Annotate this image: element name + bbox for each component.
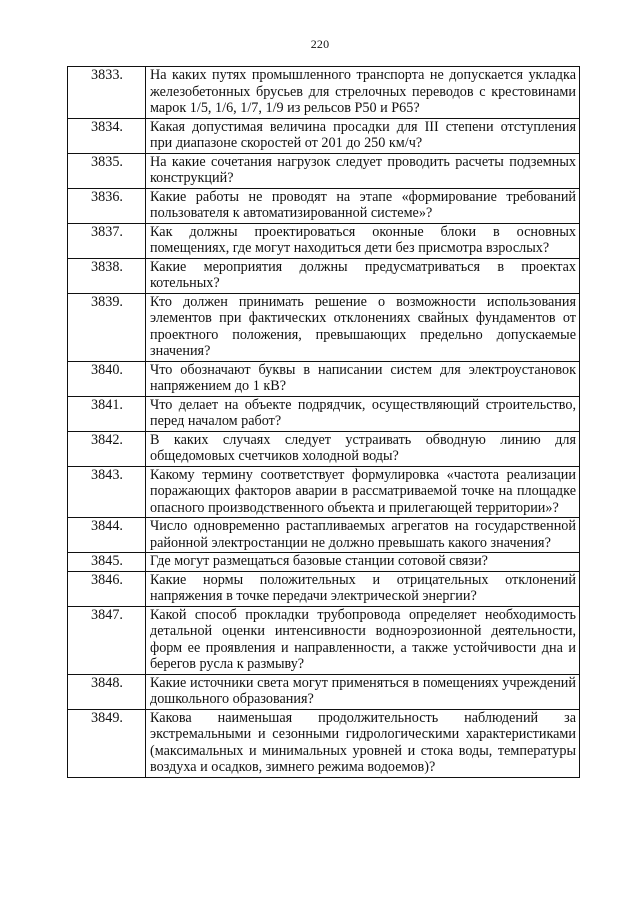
question-text: Кто должен принимать решение о возможности использования элементов при фактических отклонениях свайных фундаментов от проектного положения, превышающих предельно допускаемые значения? xyxy=(146,293,580,361)
question-row xyxy=(68,466,580,518)
question-number: 3847. xyxy=(68,606,146,674)
question-number: 3836. xyxy=(68,188,146,223)
question-text: Число одновременно растапливаемых агрегатов на государственной районной электростанции не должно превышать какого значения? xyxy=(146,518,580,553)
question-text: Какой способ прокладки трубопровода определяет необходимость детальной оценки интенсивности водноэрозионной деятельности, форм ее проявления и направленности, а также устойчивости дна и берегов русла к размыву? xyxy=(146,606,580,674)
questions-table-body xyxy=(68,67,580,778)
question-text: Что обозначают буквы в написании систем для электроустановок напряжением до 1 кВ? xyxy=(146,361,580,396)
question-number: 3846. xyxy=(68,571,146,606)
page-number: 220 xyxy=(310,37,330,51)
question-number: 3845. xyxy=(68,553,146,572)
question-row xyxy=(68,153,580,188)
question-number: 3848. xyxy=(68,674,146,709)
question-number: 3834. xyxy=(68,118,146,153)
question-text: Какие нормы положительных и отрицательных отклонений напряжения в точке передачи электрической энергии? xyxy=(146,571,580,606)
question-row xyxy=(68,553,580,572)
question-number: 3833. xyxy=(68,67,146,119)
question-row xyxy=(68,188,580,223)
question-text: Где могут размещаться базовые станции сотовой связи? xyxy=(146,553,580,572)
question-row xyxy=(68,118,580,153)
question-text: Как должны проектироваться оконные блоки в основных помещениях, где могут находиться дети без присмотра взрослых? xyxy=(146,223,580,258)
question-row xyxy=(68,258,580,293)
question-number: 3839. xyxy=(68,293,146,361)
question-row xyxy=(68,396,580,431)
question-row xyxy=(68,571,580,606)
question-number: 3841. xyxy=(68,396,146,431)
question-number: 3849. xyxy=(68,709,146,777)
question-row xyxy=(68,67,580,119)
question-row xyxy=(68,223,580,258)
question-number: 3835. xyxy=(68,153,146,188)
question-text: Какие работы не проводят на этапе «формирование требований пользователя к автоматизированной системе»? xyxy=(146,188,580,223)
question-number: 3838. xyxy=(68,258,146,293)
question-text: Какие источники света могут применяться в помещениях учреждений дошкольного образования? xyxy=(146,674,580,709)
question-text: В каких случаях следует устраивать обводную линию для общедомовых счетчиков холодной воды? xyxy=(146,431,580,466)
question-text: Какая допустимая величина просадки для III степени отступления при диапазоне скоростей от 201 до 250 км/ч? xyxy=(146,118,580,153)
question-text: Что делает на объекте подрядчик, осуществляющий строительство, перед началом работ? xyxy=(146,396,580,431)
question-text: На каких путях промышленного транспорта не допускается укладка железобетонных брусьев для стрелочных переводов с крестовинами марок 1/5, 1/6, 1/7, 1/9 из рельсов Р50 и Р65? xyxy=(146,67,580,119)
question-row xyxy=(68,709,580,777)
question-text: Какие мероприятия должны предусматриваться в проектах котельных? xyxy=(146,258,580,293)
question-row xyxy=(68,361,580,396)
question-row xyxy=(68,431,580,466)
question-number: 3843. xyxy=(68,466,146,518)
question-number: 3840. xyxy=(68,361,146,396)
question-row xyxy=(68,518,580,553)
question-row xyxy=(68,674,580,709)
question-text: На какие сочетания нагрузок следует проводить расчеты подземных конструкций? xyxy=(146,153,580,188)
question-number: 3837. xyxy=(68,223,146,258)
questions-table xyxy=(67,66,580,778)
question-text: Какова наименьшая продолжительность наблюдений за экстремальными и сезонными гидрологическими характеристиками (максимальных и минимальных уровней и стока воды, температуры воздуха и осадков, зимнего режима водоемов)? xyxy=(146,709,580,777)
question-row xyxy=(68,293,580,361)
question-row xyxy=(68,606,580,674)
question-number: 3842. xyxy=(68,431,146,466)
question-text: Какому термину соответствует формулировка «частота реализации поражающих факторов аварии в рассматриваемой точке на площадке опасного производственного объекта и прилегающей территории»? xyxy=(146,466,580,518)
question-number: 3844. xyxy=(68,518,146,553)
